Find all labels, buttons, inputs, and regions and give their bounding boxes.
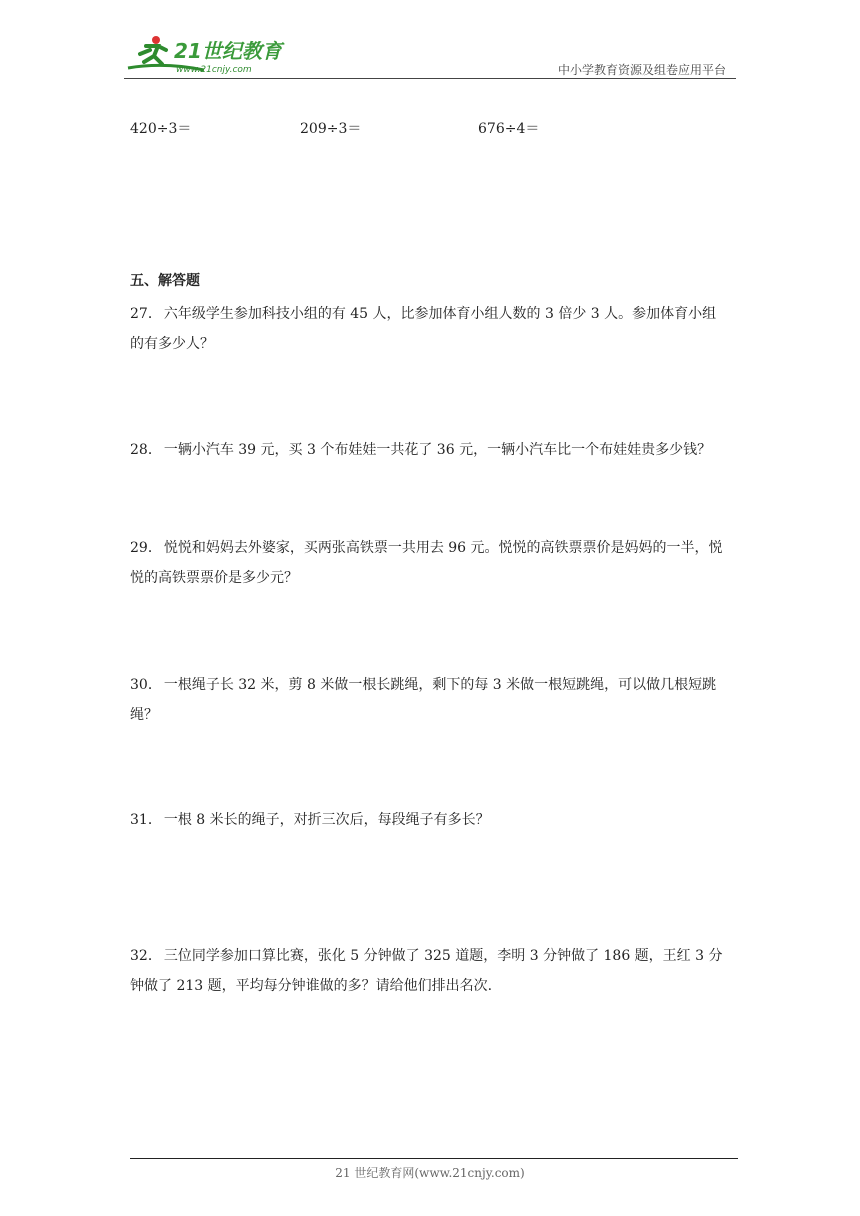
- question-28: [130, 435, 730, 465]
- question-number: 27．: [130, 306, 162, 322]
- calc-expression-1: 420÷3＝: [130, 121, 192, 137]
- header-divider: [124, 78, 736, 79]
- question-number: 31．: [130, 812, 162, 828]
- question-text: 三位同学参加口算比赛，张化 5 分钟做了 325 道题，李明 3 分钟做了 186 题，王红 3 分钟做了 213 题，平均每分钟谁做的多？请给他们排出名次.: [130, 948, 723, 994]
- question-text: 悦悦和妈妈去外婆家，买两张高铁票一共用去 96 元。悦悦的高铁票票价是妈妈的一半，悦悦的高铁票票价是多少元？: [130, 540, 723, 586]
- question-number: 28．: [130, 442, 162, 458]
- logo-text: 21世纪教育: [174, 39, 282, 63]
- question-27: [130, 299, 730, 359]
- site-logo: [124, 32, 294, 80]
- question-number: 29．: [130, 540, 162, 556]
- footer-link[interactable]: 21 世纪教育网(www.21cnjy.com): [335, 1166, 525, 1180]
- question-text: 六年级学生参加科技小组的有 45 人，比参加体育小组人数的 3 倍少 3 人。参加体育小组的有多少人？: [130, 306, 717, 352]
- calc-expression-3: 676÷4＝: [478, 121, 540, 137]
- section-title: 五、解答题: [130, 273, 200, 289]
- question-32: [130, 941, 730, 1001]
- logo-url: www.21cnjy.com: [176, 65, 252, 75]
- question-number: 32．: [130, 948, 162, 964]
- question-text: 一辆小汽车 39 元，买 3 个布娃娃一共花了 36 元，一辆小汽车比一个布娃娃贵多少钱？: [163, 442, 712, 458]
- question-30: [130, 670, 730, 730]
- question-number: 30．: [130, 677, 162, 693]
- question-text: 一根 8 米长的绳子，对折三次后，每段绳子有多长？: [163, 812, 490, 828]
- question-29: [130, 533, 730, 593]
- question-text: 一根绳子长 32 米，剪 8 米做一根长跳绳，剩下的每 3 米做一根短跳绳，可以做几根短跳绳？: [130, 677, 717, 723]
- footer-divider: [130, 1158, 738, 1159]
- calc-expression-2: 209÷3＝: [300, 121, 362, 137]
- question-31: [130, 805, 730, 835]
- platform-tagline: 中小学教育资源及组卷应用平台: [557, 63, 726, 77]
